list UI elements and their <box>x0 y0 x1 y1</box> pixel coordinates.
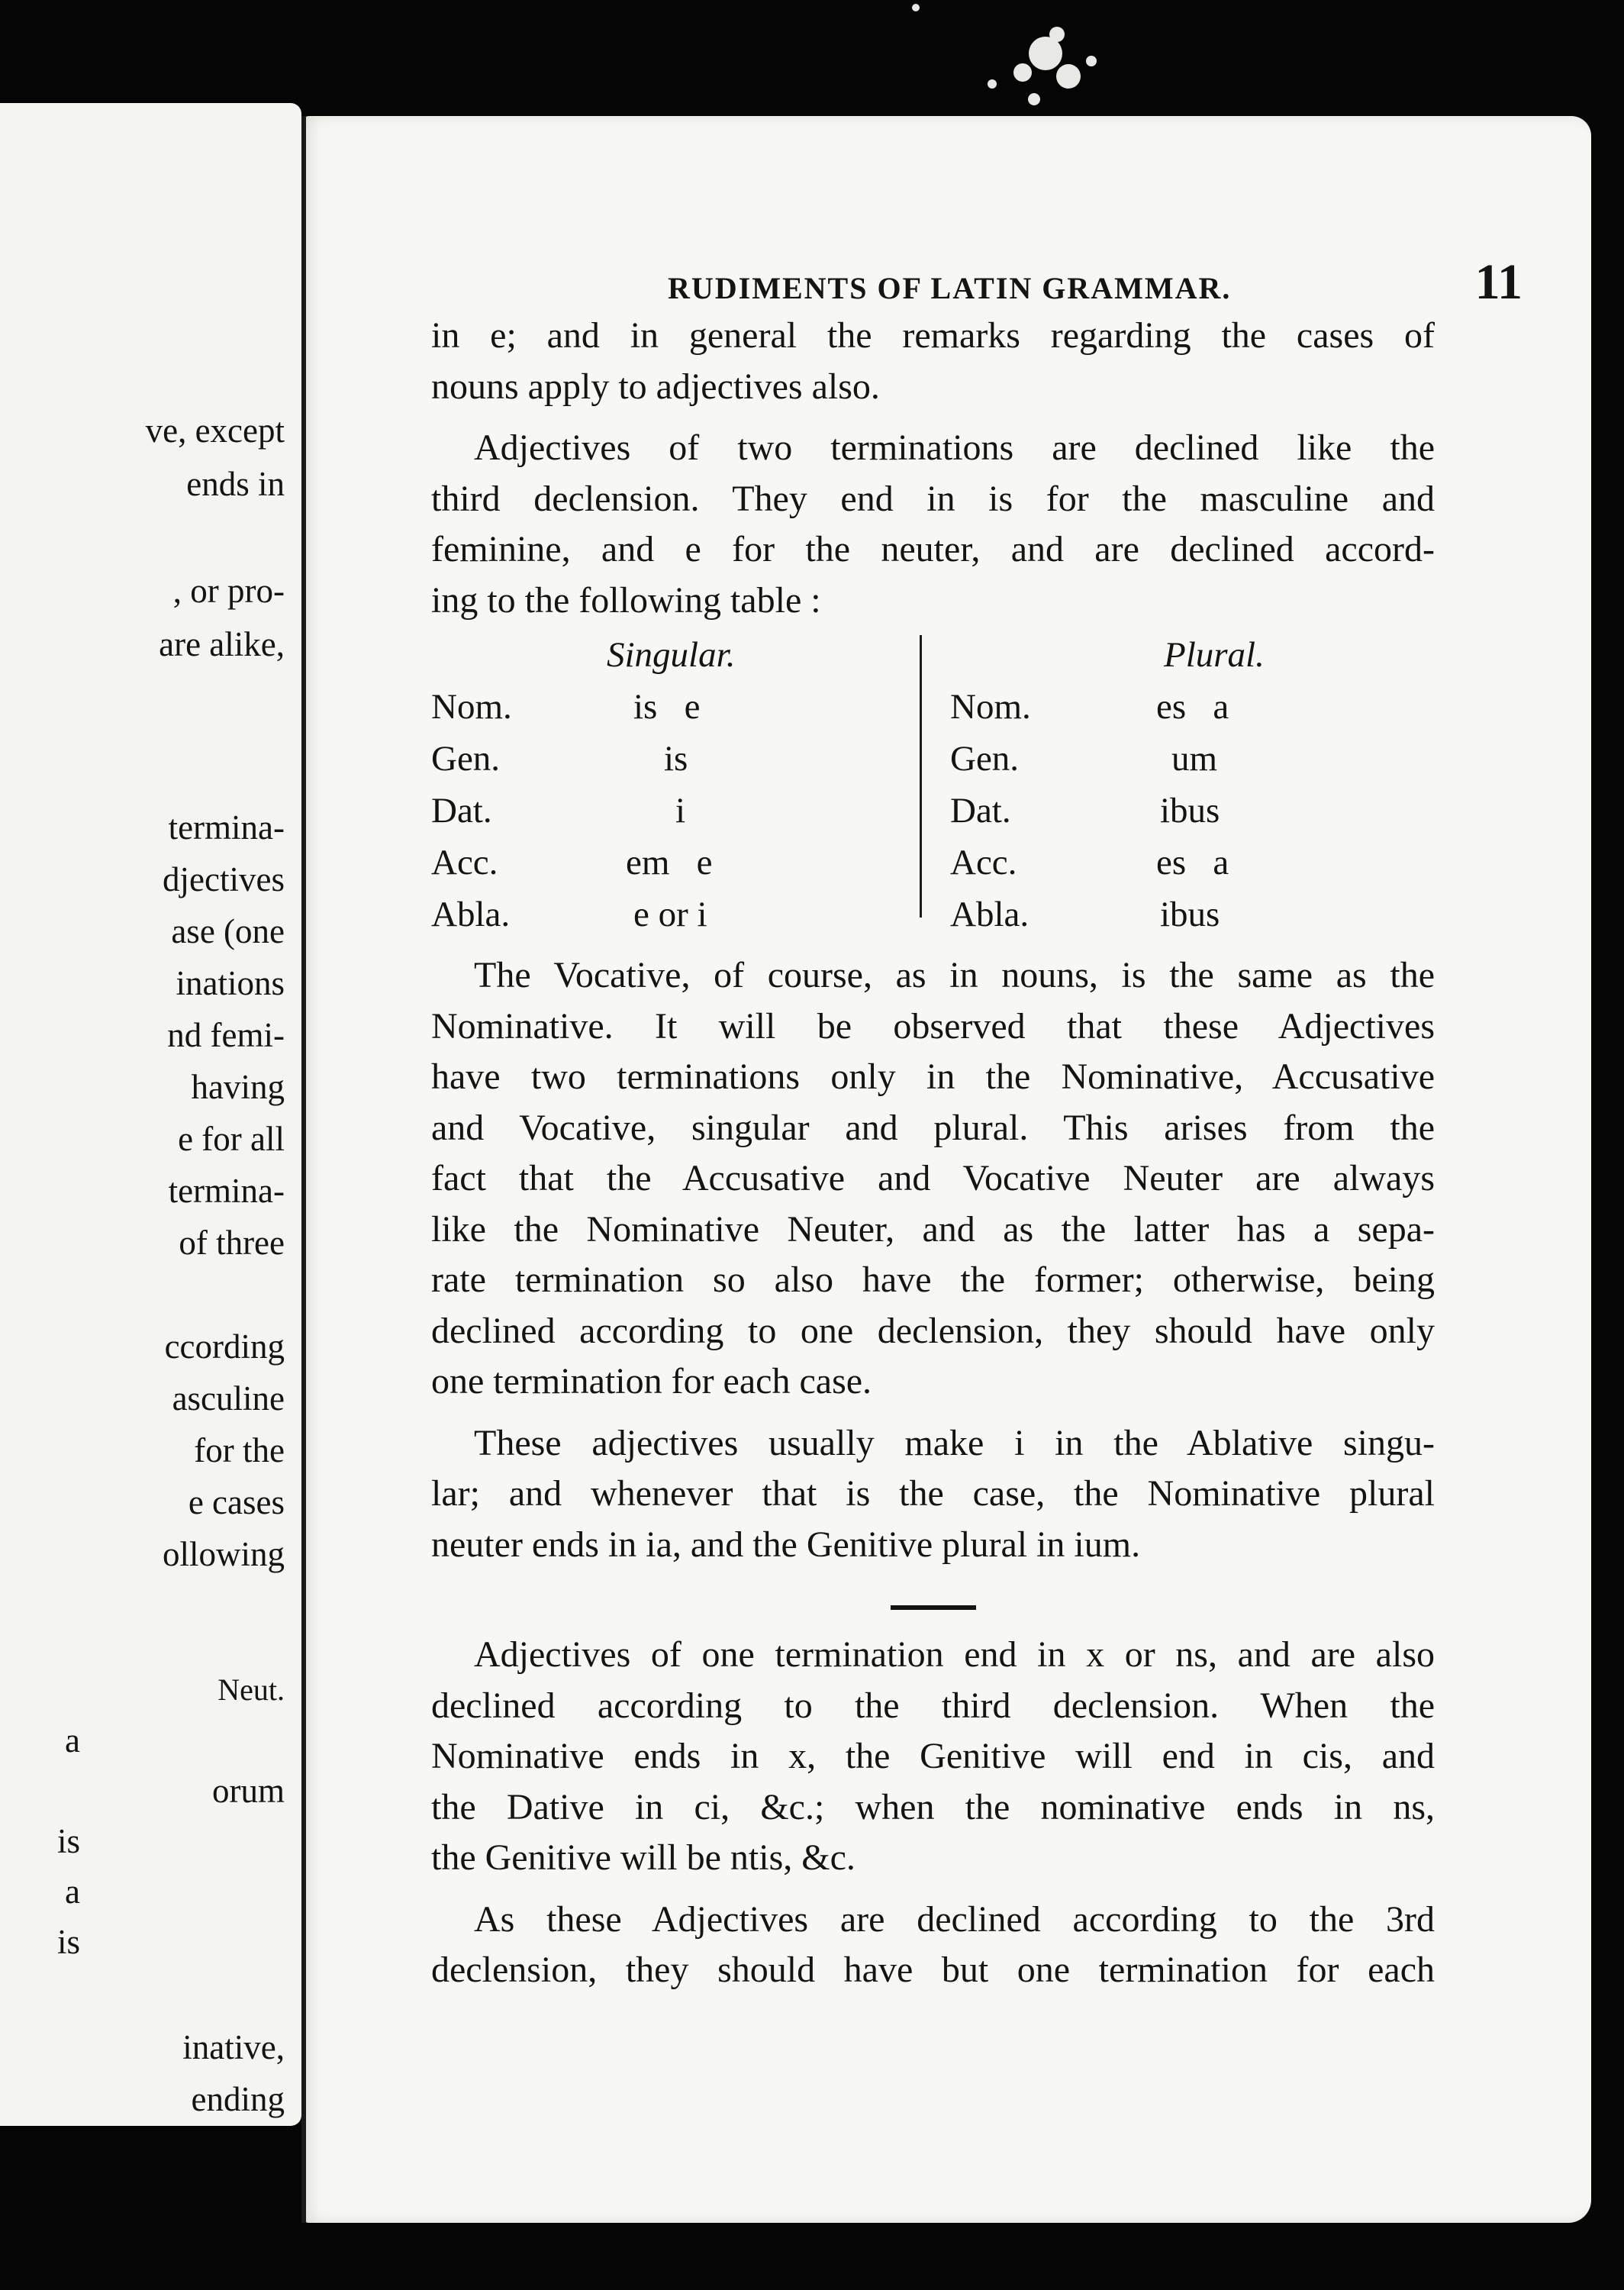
case-ending: es a <box>1156 843 1229 882</box>
case-label: Nom. <box>431 687 512 727</box>
left-fragment: ase (one <box>171 912 285 950</box>
text-line: the Dative in ci, &c.; when the nominative ends in ns, <box>431 1786 1435 1827</box>
left-fragment: termina- <box>168 808 285 847</box>
paragraph <box>431 1418 1435 1571</box>
declension-table <box>431 629 1435 946</box>
left-fragment: , or pro- <box>172 572 285 610</box>
plural-column-title: Plural. <box>1164 635 1265 675</box>
left-fragment: for the <box>194 1431 285 1469</box>
case-ending: i <box>675 791 686 831</box>
page-header <box>301 253 1591 314</box>
left-fragment: is <box>56 1923 80 1961</box>
book-page <box>301 116 1591 2223</box>
text-line: nouns apply to adjectives also. <box>431 366 880 407</box>
text-line: Adjectives of two terminations are declined like the <box>474 427 1435 468</box>
left-fragment: inations <box>176 964 285 1002</box>
left-fragment: e for all <box>178 1120 285 1158</box>
case-ending: e or i <box>633 895 707 934</box>
left-fragment: nd femi- <box>167 1016 285 1054</box>
text-line: have two terminations only in the Nominative, Accusative <box>431 1056 1435 1097</box>
left-fragment: is <box>56 1822 80 1860</box>
left-fragment: Neut. <box>218 1672 285 1707</box>
text-line: third declension. They end in is for the masculine and <box>431 478 1435 519</box>
text-line: rate termination so also have the former; otherwise, being <box>431 1260 1435 1300</box>
paragraph <box>431 1895 1435 1996</box>
case-label: Dat. <box>431 791 492 831</box>
left-fragment: termina- <box>168 1172 285 1210</box>
left-fragment: ollowing <box>162 1535 285 1573</box>
case-label: Acc. <box>431 843 498 882</box>
paragraph <box>431 423 1435 626</box>
text-line: Nominative. It will be observed that these Adjectives <box>431 1005 1435 1047</box>
text-line: fact that the Accusative and Vocative Neuter are always <box>431 1158 1435 1198</box>
left-fragment: ccording <box>164 1327 285 1366</box>
case-label: Gen. <box>431 739 501 779</box>
case-ending: ibus <box>1160 791 1220 831</box>
left-fragment: ending <box>191 2080 285 2118</box>
left-fragment: orum <box>212 1772 285 1810</box>
case-label: Abla. <box>431 895 511 934</box>
case-label: Nom. <box>950 687 1031 727</box>
case-ending: um <box>1171 739 1218 779</box>
text-line: ing to the following table : <box>431 579 821 621</box>
paragraph <box>431 950 1435 1408</box>
page-number: 11 <box>1474 254 1522 310</box>
case-label: Dat. <box>950 791 1011 831</box>
table-divider <box>920 635 922 918</box>
text-line: As these Adjectives are declined according to the 3rd <box>474 1898 1435 1940</box>
left-fragment: a <box>65 1872 80 1911</box>
text-line: like the Nominative Neuter, and as the latter has a sepa- <box>431 1208 1435 1250</box>
case-ending: es a <box>1156 687 1229 727</box>
text-line: and Vocative, singular and plural. This arises from the <box>431 1107 1435 1148</box>
singular-column-title: Singular. <box>607 635 736 675</box>
text-line: Nominative ends in x, the Genitive will end in cis, and <box>431 1736 1435 1776</box>
text-line: feminine, and e for the neuter, and are declined accord- <box>431 529 1435 569</box>
left-fragment: inative, <box>182 2028 285 2066</box>
left-fragment: ends in <box>186 465 285 503</box>
text-line: the Genitive will be ntis, &c. <box>431 1837 856 1878</box>
text-line: one termination for each case. <box>431 1361 872 1401</box>
left-fragment: asculine <box>172 1379 285 1418</box>
left-fragment: a <box>65 1721 80 1759</box>
case-ending: em e <box>626 843 713 882</box>
running-head: RUDIMENTS OF LATIN GRAMMAR. <box>668 271 1232 305</box>
case-ending: is e <box>633 687 701 727</box>
page-body <box>431 311 1435 1996</box>
text-line: lar; and whenever that is the case, the Nominative plural <box>431 1473 1435 1514</box>
left-fragment: are alike, <box>159 625 285 663</box>
left-fragment: of three <box>179 1224 285 1262</box>
paragraph <box>431 1630 1435 1884</box>
case-label: Abla. <box>950 895 1030 934</box>
left-fragment: having <box>191 1068 285 1106</box>
text-line: The Vocative, of course, as in nouns, is the same as the <box>474 955 1435 995</box>
case-label: Gen. <box>950 739 1020 779</box>
left-fragment: e cases <box>188 1483 285 1521</box>
section-divider <box>891 1605 976 1610</box>
case-ending: is <box>664 739 688 779</box>
paragraph <box>431 311 1435 412</box>
left-fragment: djectives <box>163 860 285 898</box>
text-line: declined according to one declension, they should have only <box>431 1310 1435 1351</box>
text-line: These adjectives usually make i in the Ablative singu- <box>474 1422 1435 1463</box>
left-facing-page <box>0 103 301 2126</box>
text-line: Adjectives of one termination end in x or ns, and are also <box>474 1634 1435 1675</box>
left-fragment: ve, except <box>145 411 285 450</box>
text-line: in e; and in general the remarks regarding the cases of <box>431 315 1435 356</box>
text-line: declension, they should have but one termination for each <box>431 1950 1435 1990</box>
case-ending: ibus <box>1160 895 1220 934</box>
text-line: declined according to the third declension. When the <box>431 1685 1435 1726</box>
case-label: Acc. <box>950 843 1017 882</box>
text-line: neuter ends in ia, and the Genitive plural in ium. <box>431 1524 1141 1565</box>
